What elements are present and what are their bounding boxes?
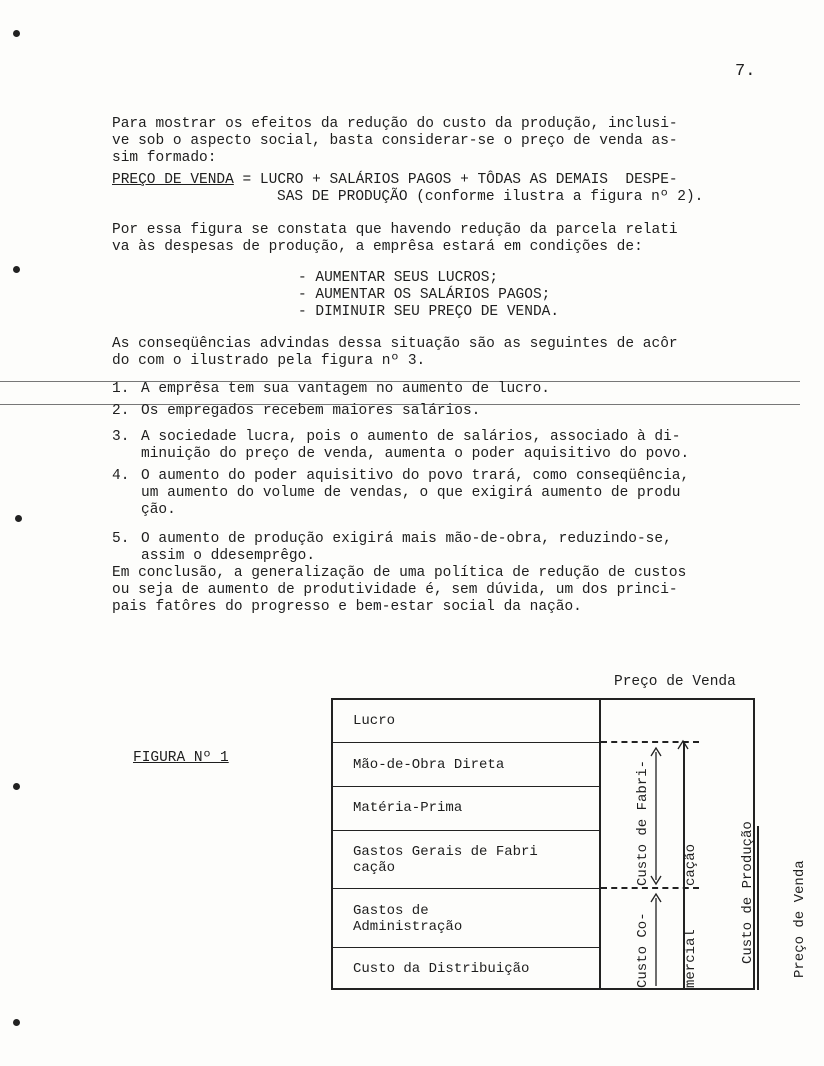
row-custo-distribuicao: Custo da Distribuição	[353, 961, 530, 977]
row-lucro: Lucro	[333, 700, 601, 743]
paragraph-3	[112, 336, 678, 370]
label-preco-venda-side: Preço de Venda	[792, 860, 808, 978]
binder-hole-3	[15, 515, 22, 522]
paragraph-line: do com o ilustrado pela figura nº 3.	[112, 353, 426, 369]
binder-hole-1	[13, 30, 20, 37]
row-gastos-administracao: Gastos de Administração	[333, 889, 601, 948]
options-list	[298, 270, 559, 321]
intro-paragraph	[112, 116, 678, 167]
row-gastos-gerais: Gastos Gerais de Fabri cação	[333, 831, 601, 889]
option-item: - AUMENTAR SEUS LUCROS;	[298, 270, 499, 286]
formula-line-1: = LUCRO + SALÁRIOS PAGOS + TÔDAS AS DEMAIS DESPE-	[233, 172, 678, 188]
divider-line	[599, 700, 601, 988]
paragraph-line: As conseqüências advindas dessa situação são as seguintes de acôr	[112, 336, 678, 352]
formula-label: PREÇO DE VENDA	[112, 172, 234, 188]
binder-hole-2	[13, 266, 20, 273]
conclusion-line: ou seja de aumento de produtividade é, sem dúvida, um dos princi-	[112, 582, 678, 598]
page-number: 7.	[735, 62, 756, 81]
formula	[112, 172, 703, 206]
row-mao-de-obra: Mão-de-Obra Direta	[333, 743, 601, 787]
label-custo-fabricacao: Custo de Fabri- cação	[635, 759, 699, 886]
paragraph-line: Por essa figura se constata que havendo redução da parcela relati	[112, 222, 678, 238]
paragraph-2	[112, 222, 678, 256]
label-custo-producao: Custo de Produção	[740, 821, 756, 964]
conclusion-line: Em conclusão, a generalização de uma política de redução de custos	[112, 565, 687, 581]
figure-caption: FIGURA Nº 1	[133, 750, 229, 766]
row-materia-prima: Matéria-Prima	[333, 787, 601, 831]
binder-hole-5	[13, 1019, 20, 1026]
paragraph-line: va às despesas de produção, a emprêsa estará em condições de:	[112, 239, 643, 255]
option-item: - DIMINUIR SEU PREÇO DE VENDA.	[298, 304, 560, 320]
intro-line: ve sob o aspecto social, basta considerar-se o preço de venda as-	[112, 133, 678, 149]
figure-top-label: Preço de Venda	[614, 674, 736, 690]
intro-line: sim formado:	[112, 150, 217, 166]
conclusion-line: pais fatôres do progresso e bem-estar social da nação.	[112, 599, 582, 615]
option-item: - AUMENTAR OS SALÁRIOS PAGOS;	[298, 287, 551, 303]
side-bracket-line	[757, 826, 759, 990]
intro-line: Para mostrar os efeitos da redução do custo da produção, inclusi-	[112, 116, 678, 132]
conclusion-paragraph	[112, 565, 686, 616]
formula-line-2: SAS DE PRODUÇÃO (conforme ilustra a figura nº 2).	[277, 189, 704, 205]
binder-hole-4	[13, 783, 20, 790]
cost-diagram	[331, 698, 755, 990]
label-custo-comercial: Custo Co- mercial	[635, 912, 699, 988]
